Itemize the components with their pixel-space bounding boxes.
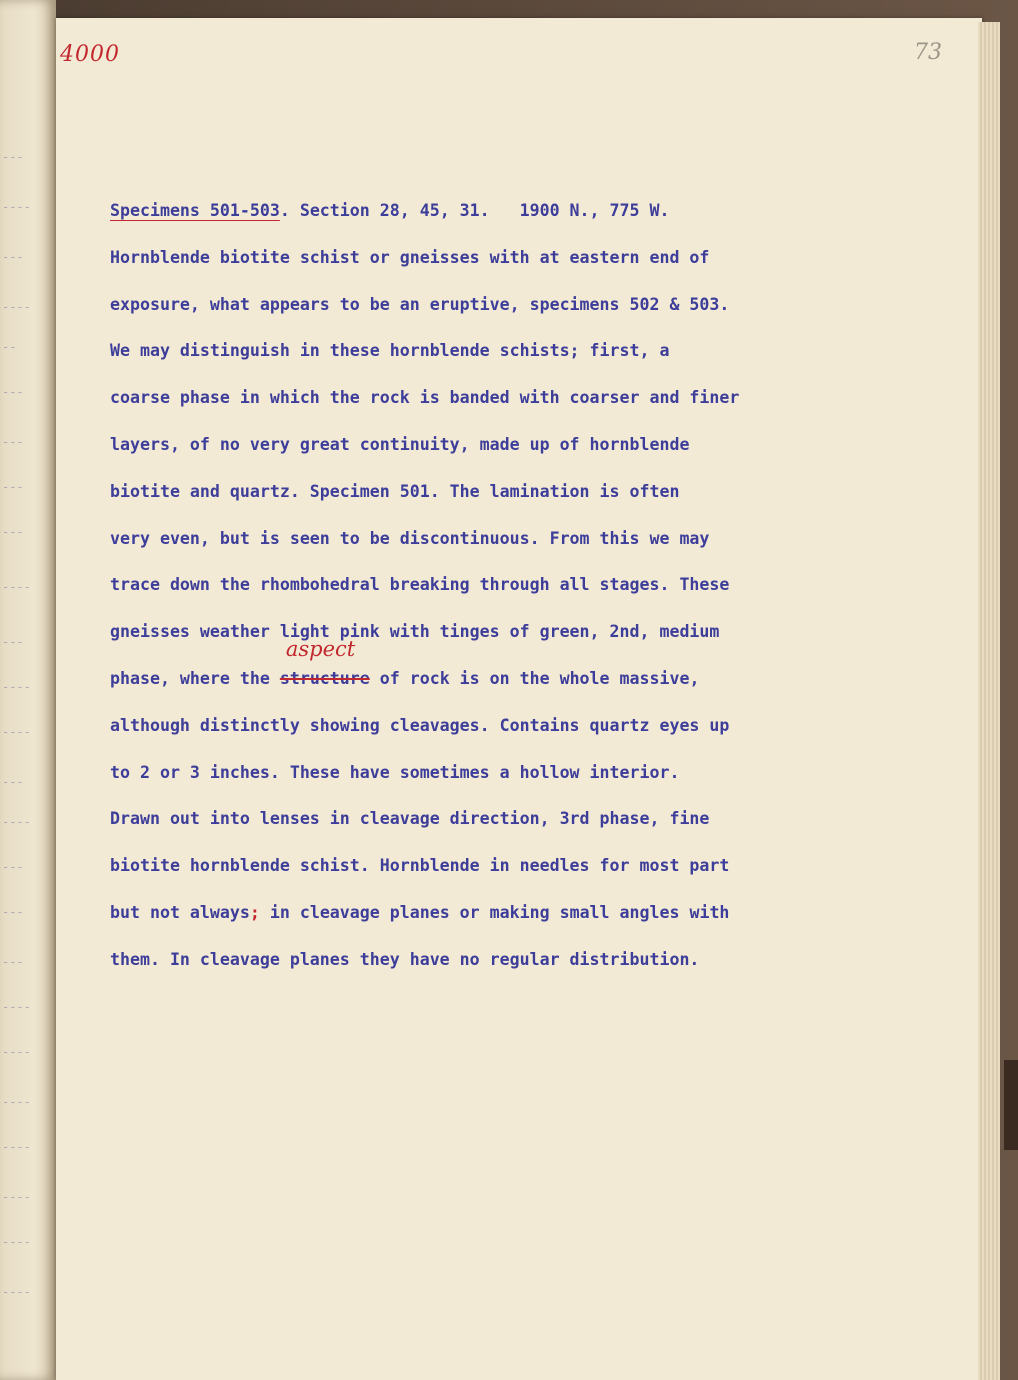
text-line: although distinctly showing cleavages. Contains quartz eyes up bbox=[110, 715, 730, 735]
bleed-through-mark: --- bbox=[2, 250, 24, 264]
line-text: in cleavage planes or making small angles with bbox=[259, 902, 730, 922]
text-line: gneisses weather light pink with tinges of green, 2nd, medium bbox=[110, 622, 720, 642]
bleed-through-mark: --- bbox=[2, 635, 24, 649]
text-line: coarse phase in which the rock is banded with coarser and finer bbox=[110, 388, 740, 408]
bleed-through-mark: ---- bbox=[2, 580, 31, 594]
handwritten-corner-note: 4000 bbox=[60, 42, 120, 67]
text-line: trace down the rhombohedral breaking through all stages. These bbox=[110, 575, 730, 595]
text-line: to 2 or 3 inches. These have sometimes a hollow interior. bbox=[110, 762, 680, 782]
text-line: We may distinguish in these hornblende schists; first, a bbox=[110, 341, 670, 361]
correction bbox=[279, 636, 370, 703]
text-line: exposure, what appears to be an eruptive, specimens 502 & 503. bbox=[110, 294, 730, 314]
text-line: biotite and quartz. Specimen 501. The lamination is often bbox=[110, 481, 680, 501]
text-line: layers, of no very great continuity, made up of hornblende bbox=[110, 434, 690, 454]
bleed-through-mark: ---- bbox=[2, 815, 31, 829]
bleed-through-mark: ---- bbox=[2, 1000, 31, 1014]
struck-word: structure bbox=[279, 668, 370, 688]
text-line bbox=[110, 636, 910, 703]
bleed-through-mark: --- bbox=[2, 860, 24, 874]
text-line: Hornblende biotite schist or gneisses with at eastern end of bbox=[110, 247, 710, 267]
text-line bbox=[110, 890, 910, 937]
text-line bbox=[110, 188, 910, 235]
text-line: Drawn out into lenses in cleavage direction, 3rd phase, fine bbox=[110, 809, 710, 829]
line-text: but not always bbox=[110, 902, 250, 922]
bleed-through-mark: --- bbox=[2, 525, 24, 539]
previous-page-edge bbox=[0, 0, 56, 1380]
line-text: of rock is on the whole massive, bbox=[369, 668, 700, 688]
text-line: biotite hornblende schist. Hornblende in needles for most part bbox=[110, 856, 730, 876]
bleed-through-mark: ---- bbox=[2, 1190, 31, 1204]
bleed-through-mark: --- bbox=[2, 385, 24, 399]
bleed-through-mark: ---- bbox=[2, 725, 31, 739]
text-line: them. In cleavage planes they have no regular distribution. bbox=[110, 949, 700, 969]
bleed-through-mark: --- bbox=[2, 955, 24, 969]
bleed-through-mark: --- bbox=[2, 480, 24, 494]
page-stack-edges bbox=[978, 22, 1000, 1380]
typed-text-body bbox=[110, 188, 910, 984]
bleed-through-mark: ---- bbox=[2, 680, 31, 694]
bleed-through-mark: --- bbox=[2, 150, 24, 164]
bleed-through-mark: ---- bbox=[2, 1045, 31, 1059]
handwritten-insertion: aspect bbox=[285, 636, 356, 661]
bleed-through-mark: ---- bbox=[2, 1285, 31, 1299]
text-line: very even, but is seen to be discontinuous. From this we may bbox=[110, 528, 710, 548]
bleed-through-mark: ---- bbox=[2, 1235, 31, 1249]
bleed-through-mark: --- bbox=[2, 775, 24, 789]
page-number: 73 bbox=[914, 40, 942, 65]
bleed-through-mark: --- bbox=[2, 435, 24, 449]
bleed-through-mark: --- bbox=[2, 905, 24, 919]
specimen-heading: Specimens 501-503 bbox=[110, 201, 280, 220]
bleed-through-mark: ---- bbox=[2, 1140, 31, 1154]
line-text: phase, where the bbox=[110, 668, 280, 688]
handwritten-semicolon: ; bbox=[249, 902, 260, 922]
bleed-through-mark: ---- bbox=[2, 300, 31, 314]
line-text: . Section 28, 45, 31. 1900 N., 775 W. bbox=[279, 201, 670, 220]
bleed-through-mark: ---- bbox=[2, 200, 31, 214]
bleed-through-mark: ---- bbox=[2, 1095, 31, 1109]
bookmark-ribbon bbox=[1004, 1060, 1018, 1150]
bleed-through-mark: -- bbox=[2, 340, 17, 354]
